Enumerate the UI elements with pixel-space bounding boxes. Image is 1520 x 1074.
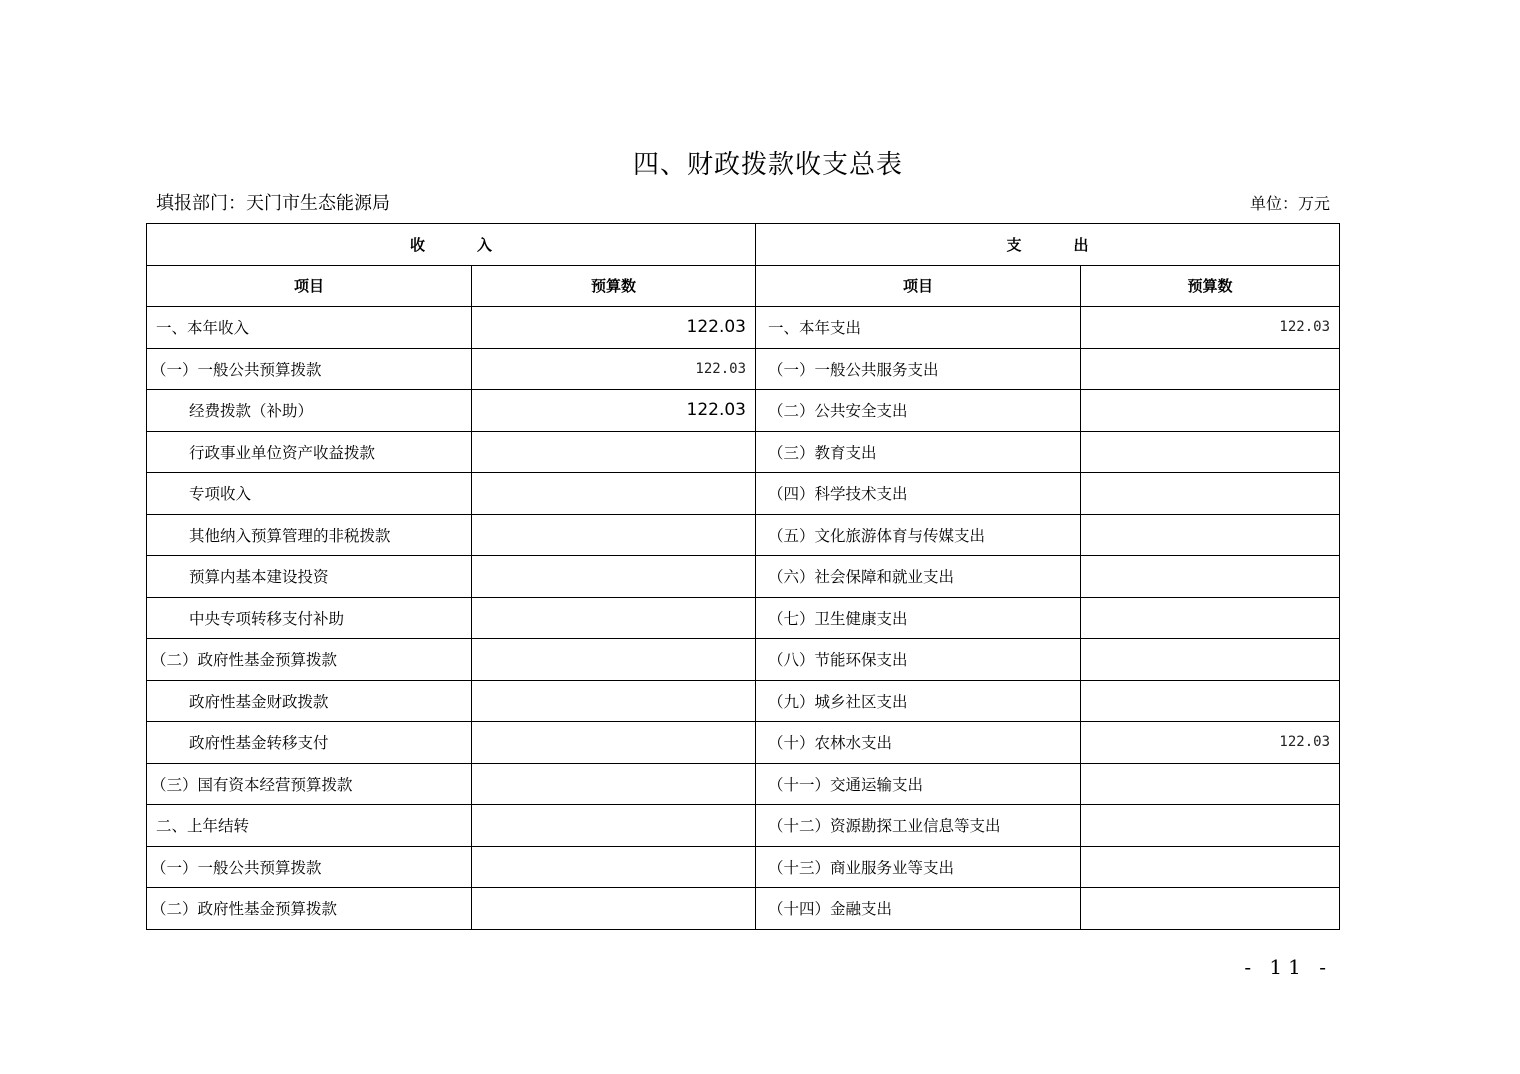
income-item: 专项收入	[147, 473, 472, 515]
income-value	[472, 680, 756, 722]
income-item: 一、本年收入	[147, 307, 472, 349]
income-budget-col-header: 预算数	[472, 265, 756, 307]
expense-value: 122.03	[1081, 722, 1340, 764]
expense-budget-col-header: 预算数	[1081, 265, 1340, 307]
table-row	[147, 307, 1340, 349]
income-item: 政府性基金财政拨款	[147, 680, 472, 722]
income-value	[472, 597, 756, 639]
income-item: 预算内基本建设投资	[147, 556, 472, 598]
expense-item: （十）农林水支出	[756, 722, 1081, 764]
expense-item: （八）节能环保支出	[756, 639, 1081, 681]
expense-value: 122.03	[1081, 307, 1340, 349]
expense-value	[1081, 888, 1340, 930]
income-value	[472, 722, 756, 764]
table-row	[147, 514, 1340, 556]
income-value: 122.03	[472, 307, 756, 349]
expense-item: （一）一般公共服务支出	[756, 348, 1081, 390]
expense-header: 支出	[756, 224, 1340, 266]
income-item: （一）一般公共预算拨款	[147, 348, 472, 390]
income-value	[472, 556, 756, 598]
income-item: （二）政府性基金预算拨款	[147, 888, 472, 930]
income-item: （一）一般公共预算拨款	[147, 846, 472, 888]
expense-value	[1081, 680, 1340, 722]
table-row	[147, 805, 1340, 847]
expense-value	[1081, 431, 1340, 473]
expense-item: （七）卫生健康支出	[756, 597, 1081, 639]
page-number: - 11 -	[1244, 955, 1332, 979]
expense-value	[1081, 556, 1340, 598]
income-item: 二、上年结转	[147, 805, 472, 847]
expense-item: （六）社会保障和就业支出	[756, 556, 1081, 598]
section-header-row	[147, 224, 1340, 266]
expense-value	[1081, 390, 1340, 432]
expense-item: （九）城乡社区支出	[756, 680, 1081, 722]
page-title: 四、财政拨款收支总表	[632, 150, 903, 180]
table-row	[147, 473, 1340, 515]
table-row	[147, 390, 1340, 432]
income-item: 行政事业单位资产收益拨款	[147, 431, 472, 473]
income-item: 其他纳入预算管理的非税拨款	[147, 514, 472, 556]
expense-item: （二）公共安全支出	[756, 390, 1081, 432]
table-row	[147, 597, 1340, 639]
income-value: 122.03	[472, 390, 756, 432]
income-value	[472, 431, 756, 473]
table-row	[147, 556, 1340, 598]
table-row	[147, 888, 1340, 930]
income-item: 经费拨款（补助）	[147, 390, 472, 432]
income-value	[472, 473, 756, 515]
table-row	[147, 763, 1340, 805]
expense-value	[1081, 597, 1340, 639]
income-item: （三）国有资本经营预算拨款	[147, 763, 472, 805]
table-row	[147, 348, 1340, 390]
income-item: 政府性基金转移支付	[147, 722, 472, 764]
expense-value	[1081, 639, 1340, 681]
expense-item-col-header: 项目	[756, 265, 1081, 307]
income-value: 122.03	[472, 348, 756, 390]
expense-item: （十二）资源勘探工业信息等支出	[756, 805, 1081, 847]
income-value	[472, 639, 756, 681]
expense-value	[1081, 805, 1340, 847]
expense-value	[1081, 846, 1340, 888]
budget-summary-table	[146, 223, 1340, 930]
income-value	[472, 805, 756, 847]
expense-item: （十三）商业服务业等支出	[756, 846, 1081, 888]
table-row	[147, 431, 1340, 473]
table-row	[147, 722, 1340, 764]
expense-value	[1081, 763, 1340, 805]
expense-item: （十四）金融支出	[756, 888, 1081, 930]
table-row	[147, 680, 1340, 722]
expense-value	[1081, 514, 1340, 556]
income-item: 中央专项转移支付补助	[147, 597, 472, 639]
expense-item: （四）科学技术支出	[756, 473, 1081, 515]
income-value	[472, 888, 756, 930]
expense-item: 一、本年支出	[756, 307, 1081, 349]
expense-item: （三）教育支出	[756, 431, 1081, 473]
income-value	[472, 763, 756, 805]
income-value	[472, 846, 756, 888]
income-item: （二）政府性基金预算拨款	[147, 639, 472, 681]
expense-item: （十一）交通运输支出	[756, 763, 1081, 805]
income-header: 收入	[147, 224, 756, 266]
expense-item: （五）文化旅游体育与传媒支出	[756, 514, 1081, 556]
table-row	[147, 846, 1340, 888]
expense-value	[1081, 348, 1340, 390]
table-meta	[146, 189, 1330, 215]
column-header-row	[147, 265, 1340, 307]
table-row	[147, 639, 1340, 681]
expense-value	[1081, 473, 1340, 515]
department-label: 填报部门：天门市生态能源局	[156, 193, 390, 214]
income-value	[472, 514, 756, 556]
income-item-col-header: 项目	[147, 265, 472, 307]
unit-label: 单位：万元	[1249, 194, 1330, 213]
